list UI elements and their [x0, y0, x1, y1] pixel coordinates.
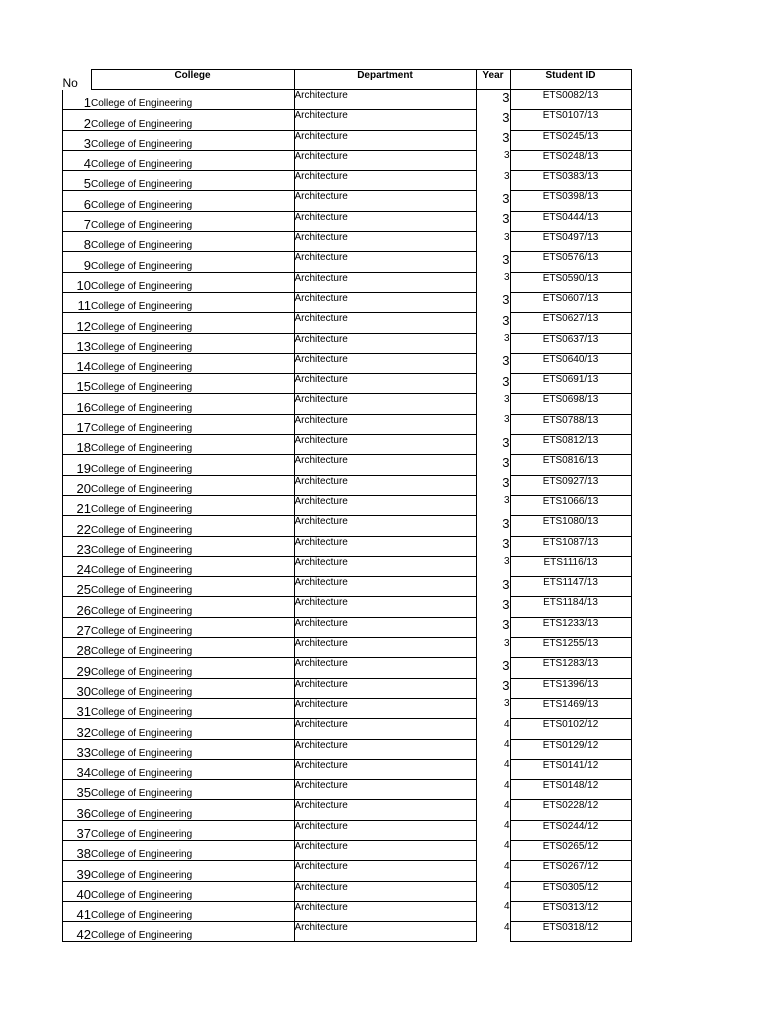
- department-cell: Architecture: [294, 455, 476, 475]
- college-cell: College of Engineering: [91, 495, 294, 515]
- table-row: [63, 678, 632, 698]
- college-cell: College of Engineering: [91, 110, 294, 130]
- row-no: 31: [63, 698, 92, 718]
- department-cell: Architecture: [294, 800, 476, 820]
- college-cell: College of Engineering: [91, 374, 294, 394]
- department-cell: Architecture: [294, 820, 476, 840]
- row-no: 20: [63, 475, 92, 495]
- college-cell: College of Engineering: [91, 394, 294, 414]
- college-cell: College of Engineering: [91, 150, 294, 170]
- college-cell: College of Engineering: [91, 435, 294, 455]
- student-id-cell: ETS0383/13: [510, 171, 631, 191]
- student-id-cell: ETS1080/13: [510, 516, 631, 536]
- student-id-cell: ETS1283/13: [510, 658, 631, 678]
- table-row: [63, 698, 632, 718]
- year-cell: 3: [502, 515, 510, 531]
- year-cell: 3: [502, 373, 510, 389]
- college-cell: College of Engineering: [91, 820, 294, 840]
- year-cell: 3: [502, 617, 510, 633]
- student-id-cell: ETS0607/13: [510, 292, 631, 312]
- year-cell: 3: [502, 596, 510, 612]
- year-cell: 3: [503, 556, 510, 568]
- header-student-id: Student ID: [510, 70, 631, 90]
- college-cell: College of Engineering: [91, 698, 294, 718]
- student-id-cell: ETS0816/13: [510, 455, 631, 475]
- student-id-cell: ETS1147/13: [510, 577, 631, 597]
- table-row: [63, 658, 632, 678]
- year-cell: 4: [503, 718, 510, 730]
- college-cell: College of Engineering: [91, 130, 294, 150]
- year-cell: 3: [502, 475, 510, 491]
- table-row: [63, 536, 632, 556]
- department-cell: Architecture: [294, 495, 476, 515]
- student-id-cell: ETS0590/13: [510, 272, 631, 292]
- table-row: [63, 840, 632, 860]
- table-row: [63, 333, 632, 353]
- college-cell: College of Engineering: [91, 901, 294, 921]
- row-no: 42: [63, 922, 92, 942]
- college-cell: College of Engineering: [91, 556, 294, 576]
- college-cell: College of Engineering: [91, 313, 294, 333]
- row-no: 30: [63, 678, 92, 698]
- college-cell: College of Engineering: [91, 678, 294, 698]
- department-cell: Architecture: [294, 922, 476, 942]
- row-no: 39: [63, 861, 92, 881]
- table-row: [63, 353, 632, 373]
- table-row: [63, 881, 632, 901]
- college-cell: College of Engineering: [91, 759, 294, 779]
- college-cell: College of Engineering: [91, 922, 294, 942]
- student-id-cell: ETS1087/13: [510, 536, 631, 556]
- department-cell: Architecture: [294, 881, 476, 901]
- student-id-cell: ETS0398/13: [510, 191, 631, 211]
- table-row: [63, 861, 632, 881]
- row-no: 16: [63, 394, 92, 414]
- department-cell: Architecture: [294, 475, 476, 495]
- year-cell: 3: [503, 637, 510, 649]
- department-cell: Architecture: [294, 191, 476, 211]
- college-cell: College of Engineering: [91, 232, 294, 252]
- table-row: [63, 150, 632, 170]
- table-row: [63, 90, 632, 110]
- table-row: [63, 414, 632, 434]
- row-no: 27: [63, 617, 92, 637]
- student-id-cell: ETS0698/13: [510, 394, 631, 414]
- department-cell: Architecture: [294, 333, 476, 353]
- year-cell: 4: [503, 860, 510, 872]
- year-cell: 4: [503, 759, 510, 771]
- year-cell: 3: [502, 454, 510, 470]
- student-id-cell: ETS0927/13: [510, 475, 631, 495]
- row-no: 1: [63, 90, 92, 110]
- department-cell: Architecture: [294, 536, 476, 556]
- year-cell: 3: [503, 333, 510, 345]
- row-no: 36: [63, 800, 92, 820]
- year-cell: 3: [502, 90, 510, 105]
- table-row: [63, 272, 632, 292]
- table-row: [63, 617, 632, 637]
- department-cell: Architecture: [294, 252, 476, 272]
- table-row: [63, 516, 632, 536]
- row-no: 35: [63, 780, 92, 800]
- table-row: [63, 638, 632, 658]
- department-cell: Architecture: [294, 90, 476, 110]
- college-cell: College of Engineering: [91, 861, 294, 881]
- department-cell: Architecture: [294, 516, 476, 536]
- college-cell: College of Engineering: [91, 353, 294, 373]
- college-cell: College of Engineering: [91, 800, 294, 820]
- row-no: 24: [63, 556, 92, 576]
- student-id-cell: ETS0245/13: [510, 130, 631, 150]
- table-row: [63, 232, 632, 252]
- table-row: [63, 374, 632, 394]
- row-no: 18: [63, 435, 92, 455]
- table-row: [63, 800, 632, 820]
- student-table: [62, 69, 632, 942]
- table-row: [63, 110, 632, 130]
- student-id-cell: ETS0637/13: [510, 333, 631, 353]
- row-no: 8: [63, 232, 92, 252]
- department-cell: Architecture: [294, 861, 476, 881]
- department-cell: Architecture: [294, 435, 476, 455]
- header-no: No: [62, 75, 78, 90]
- table-row: [63, 252, 632, 272]
- year-cell: 3: [502, 678, 510, 694]
- year-cell: 3: [502, 312, 510, 328]
- year-cell: 3: [503, 150, 510, 162]
- year-cell: 3: [503, 698, 510, 710]
- student-id-cell: ETS1469/13: [510, 698, 631, 718]
- department-cell: Architecture: [294, 698, 476, 718]
- college-cell: College of Engineering: [91, 516, 294, 536]
- department-cell: Architecture: [294, 211, 476, 231]
- college-cell: College of Engineering: [91, 719, 294, 739]
- table-row: [63, 556, 632, 576]
- row-no: 9: [63, 252, 92, 272]
- table-row: [63, 820, 632, 840]
- year-cell: 3: [503, 414, 510, 426]
- college-cell: College of Engineering: [91, 211, 294, 231]
- student-id-cell: ETS0082/13: [510, 90, 631, 110]
- student-id-cell: ETS0129/12: [510, 739, 631, 759]
- year-cell: 3: [502, 353, 510, 369]
- college-cell: College of Engineering: [91, 292, 294, 312]
- table-row: [63, 130, 632, 150]
- year-cell: 3: [503, 272, 510, 284]
- department-cell: Architecture: [294, 353, 476, 373]
- row-no: 23: [63, 536, 92, 556]
- row-no: 17: [63, 414, 92, 434]
- row-no: 38: [63, 840, 92, 860]
- department-cell: Architecture: [294, 130, 476, 150]
- year-cell: 4: [503, 921, 510, 933]
- table-row: [63, 901, 632, 921]
- year-cell: 4: [503, 779, 510, 791]
- row-no: 33: [63, 739, 92, 759]
- department-cell: Architecture: [294, 638, 476, 658]
- row-no: 4: [63, 150, 92, 170]
- row-no: 29: [63, 658, 92, 678]
- department-cell: Architecture: [294, 313, 476, 333]
- table-row: [63, 435, 632, 455]
- student-id-cell: ETS1255/13: [510, 638, 631, 658]
- department-cell: Architecture: [294, 150, 476, 170]
- student-id-cell: ETS0148/12: [510, 780, 631, 800]
- college-cell: College of Engineering: [91, 333, 294, 353]
- department-cell: Architecture: [294, 759, 476, 779]
- department-cell: Architecture: [294, 739, 476, 759]
- department-cell: Architecture: [294, 556, 476, 576]
- table-row: [63, 759, 632, 779]
- row-no: 40: [63, 881, 92, 901]
- student-id-cell: ETS0107/13: [510, 110, 631, 130]
- row-no: 19: [63, 455, 92, 475]
- table-row: [63, 475, 632, 495]
- department-cell: Architecture: [294, 678, 476, 698]
- year-cell: 3: [503, 170, 510, 182]
- student-id-cell: ETS0576/13: [510, 252, 631, 272]
- row-no: 28: [63, 638, 92, 658]
- row-no: 22: [63, 516, 92, 536]
- year-cell: 4: [503, 901, 510, 913]
- table-row: [63, 292, 632, 312]
- student-id-cell: ETS0228/12: [510, 800, 631, 820]
- student-id-cell: ETS0640/13: [510, 353, 631, 373]
- college-cell: College of Engineering: [91, 272, 294, 292]
- student-id-cell: ETS0102/12: [510, 719, 631, 739]
- student-id-cell: ETS0627/13: [510, 313, 631, 333]
- college-cell: College of Engineering: [91, 739, 294, 759]
- table-row: [63, 719, 632, 739]
- year-cell: 3: [502, 292, 510, 308]
- row-no: 5: [63, 171, 92, 191]
- student-id-cell: ETS0265/12: [510, 840, 631, 860]
- student-id-cell: ETS0691/13: [510, 374, 631, 394]
- year-cell: 3: [502, 109, 510, 125]
- year-cell: 3: [502, 434, 510, 450]
- college-cell: College of Engineering: [91, 90, 294, 110]
- row-no: 13: [63, 333, 92, 353]
- year-cell: 3: [502, 211, 510, 227]
- row-no: 10: [63, 272, 92, 292]
- student-id-cell: ETS0497/13: [510, 232, 631, 252]
- year-cell: 3: [503, 495, 510, 507]
- college-cell: College of Engineering: [91, 577, 294, 597]
- department-cell: Architecture: [294, 171, 476, 191]
- college-cell: College of Engineering: [91, 597, 294, 617]
- student-id-cell: ETS0244/12: [510, 820, 631, 840]
- year-cell: 3: [502, 130, 510, 146]
- student-id-cell: ETS0313/12: [510, 901, 631, 921]
- table-row: [63, 922, 632, 942]
- college-cell: College of Engineering: [91, 840, 294, 860]
- college-cell: College of Engineering: [91, 881, 294, 901]
- year-cell: 4: [503, 820, 510, 832]
- year-cell: 3: [502, 657, 510, 673]
- student-id-cell: ETS0248/13: [510, 150, 631, 170]
- college-cell: College of Engineering: [91, 171, 294, 191]
- student-id-cell: ETS0318/12: [510, 922, 631, 942]
- department-cell: Architecture: [294, 292, 476, 312]
- department-cell: Architecture: [294, 719, 476, 739]
- table-row: [63, 739, 632, 759]
- row-no: 3: [63, 130, 92, 150]
- table-row: [63, 394, 632, 414]
- student-id-cell: ETS1396/13: [510, 678, 631, 698]
- table-row: [63, 780, 632, 800]
- table-row: [63, 455, 632, 475]
- department-cell: Architecture: [294, 780, 476, 800]
- student-id-cell: ETS0788/13: [510, 414, 631, 434]
- student-id-cell: ETS0141/12: [510, 759, 631, 779]
- college-cell: College of Engineering: [91, 475, 294, 495]
- college-cell: College of Engineering: [91, 191, 294, 211]
- year-cell: 4: [503, 739, 510, 750]
- year-cell: 3: [502, 536, 510, 552]
- college-cell: College of Engineering: [91, 414, 294, 434]
- row-no: 21: [63, 495, 92, 515]
- college-cell: College of Engineering: [91, 536, 294, 556]
- college-cell: College of Engineering: [91, 252, 294, 272]
- row-no: 11: [63, 292, 92, 312]
- header-year: Year: [476, 70, 510, 90]
- department-cell: Architecture: [294, 414, 476, 434]
- row-no: 26: [63, 597, 92, 617]
- header-department: Department: [294, 70, 476, 90]
- row-no: 34: [63, 759, 92, 779]
- student-id-cell: ETS1233/13: [510, 617, 631, 637]
- department-cell: Architecture: [294, 272, 476, 292]
- year-cell: 4: [503, 840, 510, 852]
- department-cell: Architecture: [294, 901, 476, 921]
- department-cell: Architecture: [294, 840, 476, 860]
- department-cell: Architecture: [294, 617, 476, 637]
- student-id-cell: ETS0444/13: [510, 211, 631, 231]
- college-cell: College of Engineering: [91, 658, 294, 678]
- year-cell: 4: [503, 799, 510, 811]
- table-row: [63, 171, 632, 191]
- row-no: 25: [63, 577, 92, 597]
- department-cell: Architecture: [294, 658, 476, 678]
- row-no: 14: [63, 353, 92, 373]
- row-no: 37: [63, 820, 92, 840]
- table-body: [63, 90, 632, 942]
- year-cell: 3: [502, 190, 510, 206]
- year-cell: 3: [502, 251, 510, 267]
- department-cell: Architecture: [294, 577, 476, 597]
- row-no: 32: [63, 719, 92, 739]
- department-cell: Architecture: [294, 232, 476, 252]
- header-college: College: [91, 70, 294, 90]
- row-no: 12: [63, 313, 92, 333]
- student-id-cell: ETS1116/13: [510, 556, 631, 576]
- table-row: [63, 577, 632, 597]
- department-cell: Architecture: [294, 374, 476, 394]
- table-header-row: [63, 70, 632, 90]
- college-cell: College of Engineering: [91, 638, 294, 658]
- row-no: 15: [63, 374, 92, 394]
- table-row: [63, 313, 632, 333]
- table-row: [63, 495, 632, 515]
- department-cell: Architecture: [294, 394, 476, 414]
- year-cell: 3: [503, 231, 510, 243]
- row-no: 2: [63, 110, 92, 130]
- table-row: [63, 211, 632, 231]
- college-cell: College of Engineering: [91, 780, 294, 800]
- student-id-cell: ETS1184/13: [510, 597, 631, 617]
- year-cell: 3: [503, 393, 510, 405]
- student-id-cell: ETS0812/13: [510, 435, 631, 455]
- department-cell: Architecture: [294, 110, 476, 130]
- year-cell: 4: [503, 881, 510, 893]
- table-row: [63, 597, 632, 617]
- table-row: [63, 191, 632, 211]
- college-cell: College of Engineering: [91, 617, 294, 637]
- year-cell: 3: [502, 576, 510, 592]
- department-cell: Architecture: [294, 597, 476, 617]
- row-no: 7: [63, 211, 92, 231]
- row-no: 41: [63, 901, 92, 921]
- college-cell: College of Engineering: [91, 455, 294, 475]
- student-id-cell: ETS0305/12: [510, 881, 631, 901]
- row-no: 6: [63, 191, 92, 211]
- student-id-cell: ETS1066/13: [510, 495, 631, 515]
- student-id-cell: ETS0267/12: [510, 861, 631, 881]
